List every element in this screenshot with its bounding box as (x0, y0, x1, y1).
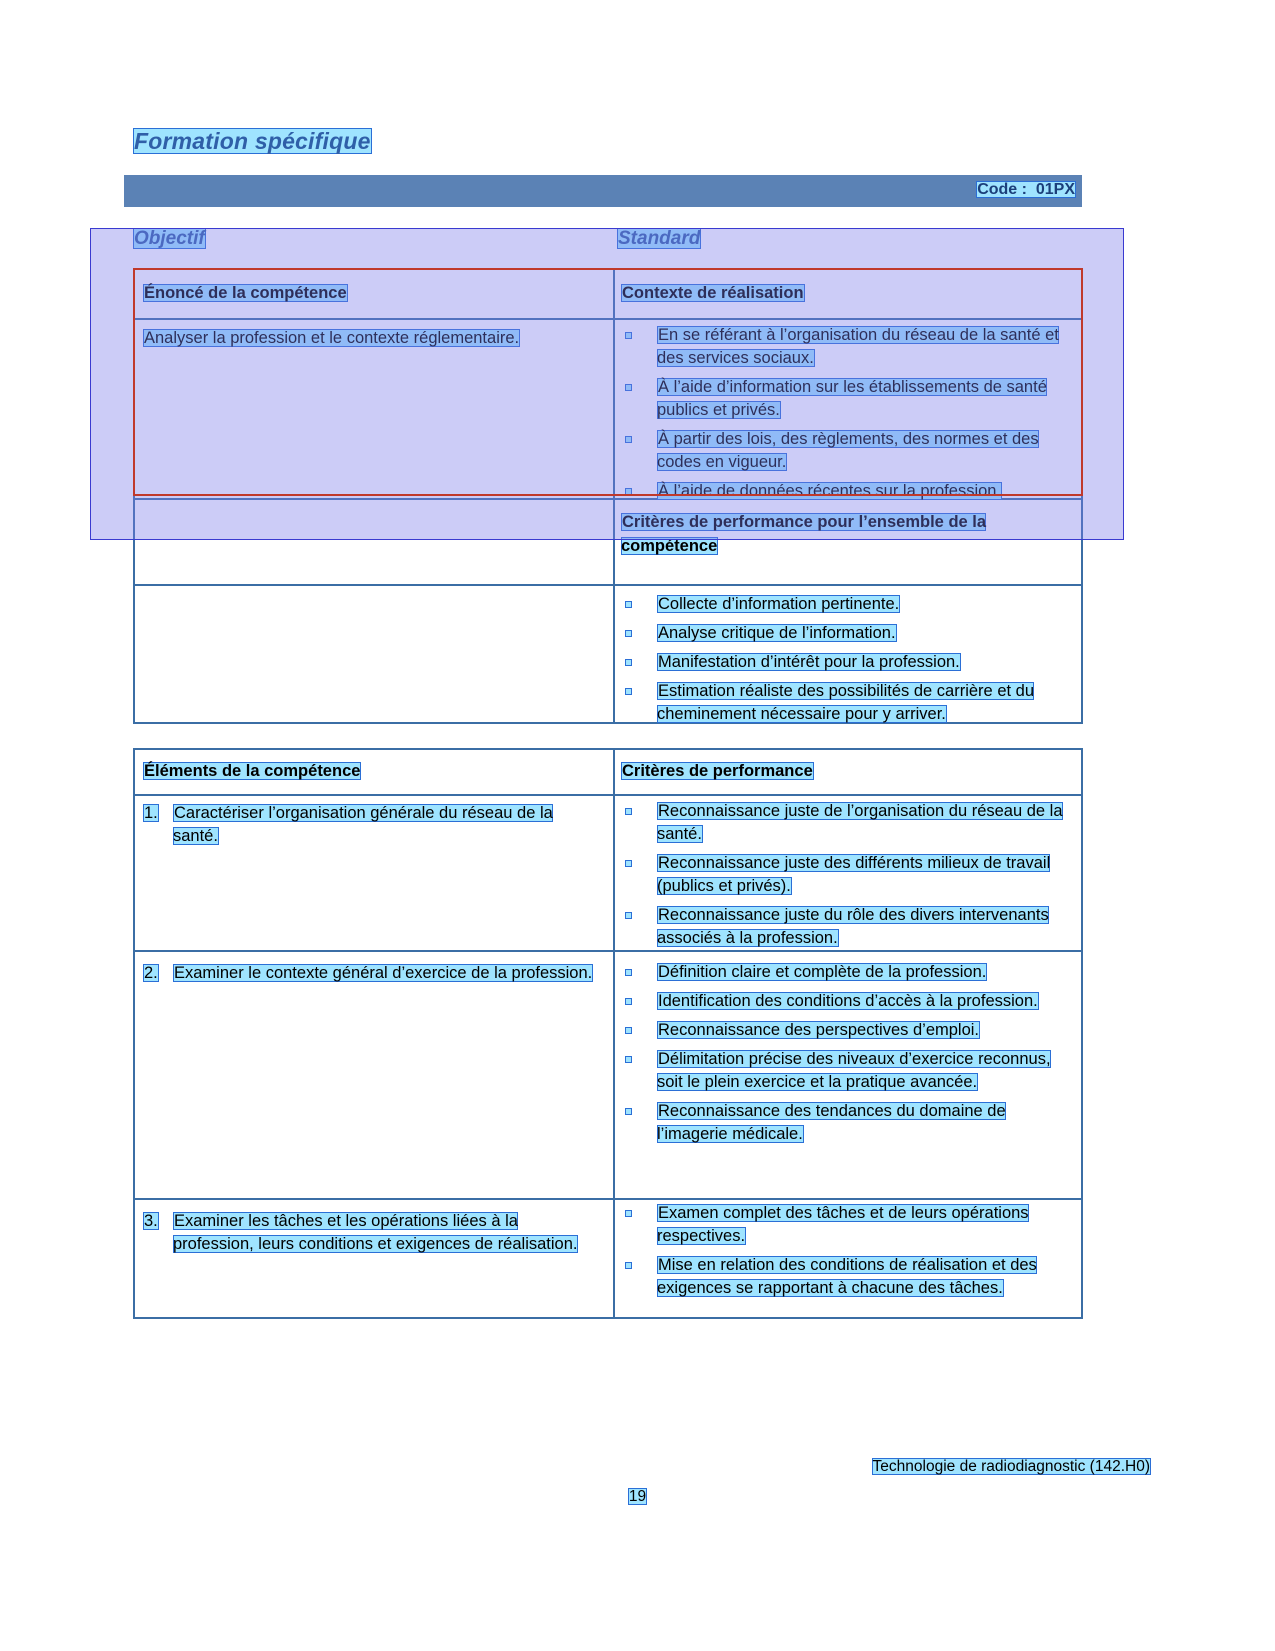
header-enonce: Énoncé de la compétence (144, 284, 347, 302)
enonce-text: Analyser la profession et le contexte réglementaire. (144, 329, 520, 347)
list-item: Reconnaissance juste de l’organisation du réseau de la santé. (621, 800, 1076, 846)
bullet-icon (625, 1262, 632, 1269)
criteres-ensemble-items (621, 593, 1076, 726)
footer-program: Technologie de radiodiagnostic (142.H0) (872, 1458, 1150, 1475)
criteres-element-2 (621, 961, 1076, 1152)
list-item: Mise en relation des conditions de réalisation et des exigences se rapportant à chacune des tâches. (621, 1254, 1076, 1300)
list-item: Analyse critique de l’information. (621, 622, 1076, 645)
header-criteres-ensemble: Critères de performance pour l’ensemble de la compétence (621, 513, 987, 555)
element-text: 3. Examiner les tâches et les opérations liées à la profession, leurs conditions et exigences de réalisation. (144, 1212, 578, 1253)
list-item: Manifestation d’intérêt pour la profession. (621, 651, 1076, 674)
element-2 (143, 962, 603, 985)
criteres-ensemble-list (621, 593, 1076, 732)
list-item: À partir des lois, des règlements, des normes et des codes en vigueur. (621, 428, 1076, 474)
element-3 (143, 1210, 603, 1256)
bullet-icon (625, 688, 632, 695)
bullet-icon (625, 659, 632, 666)
header-elements: Éléments de la compétence (144, 762, 361, 780)
row-separator (135, 1198, 1081, 1200)
bullet-icon (625, 1056, 632, 1063)
header-contexte: Contexte de réalisation (622, 284, 804, 302)
table-elements-criteres (133, 748, 1083, 1319)
bullet-icon (625, 601, 632, 608)
page-title-text: Formation spécifique (134, 128, 371, 154)
bullet-icon (625, 630, 632, 637)
row-separator (135, 794, 1081, 796)
list-item: Délimitation précise des niveaux d’exercice reconnus, soit le plein exercice et la pratique avancée. (621, 1048, 1076, 1094)
element-text: 1. Caractériser l’organisation générale du réseau de la santé. (144, 804, 553, 845)
criteres-element-3 (621, 1202, 1076, 1306)
list-item: Définition claire et complète de la profession. (621, 961, 1076, 984)
code-label: Code : (977, 181, 1027, 198)
page-title (133, 128, 372, 155)
list-item: À l’aide d’information sur les établissements de santé publics et privés. (621, 376, 1076, 422)
list-item: À l’aide de données récentes sur la profession. (621, 480, 1076, 503)
element-text: 2. Examiner le contexte général d’exercice de la profession. (144, 964, 593, 982)
code-bar-content (976, 181, 1076, 199)
list-item: Reconnaissance des perspectives d’emploi. (621, 1019, 1076, 1042)
list-item: Identification des conditions d’accès à la profession. (621, 990, 1076, 1013)
bullet-icon (625, 998, 632, 1005)
element-1 (143, 802, 603, 848)
bullet-icon (625, 808, 632, 815)
highlight-box (133, 268, 1083, 496)
list-item: Examen complet des tâches et de leurs opérations respectives. (621, 1202, 1076, 1248)
header-criteres: Critères de performance (622, 762, 813, 780)
column-separator (613, 750, 615, 1317)
list-item: Reconnaissance juste des différents milieux de travail (publics et privés). (621, 852, 1076, 898)
bullet-icon (625, 1027, 632, 1034)
bullet-icon (625, 1210, 632, 1217)
code-bar (124, 175, 1082, 207)
list-item: Collecte d’information pertinente. (621, 593, 1076, 616)
row-separator (135, 584, 1081, 586)
code-value: 01PX (1035, 181, 1075, 198)
column-header-objectif: Objectif (134, 228, 205, 249)
list-item: Reconnaissance juste du rôle des divers intervenants associés à la profession. (621, 904, 1076, 950)
list-item: Estimation réaliste des possibilités de carrière et du cheminement nécessaire pour y arriver. (621, 680, 1076, 726)
column-header-standard: Standard (618, 228, 701, 249)
list-item: En se référant à l’organisation du réseau de la santé et des services sociaux. (621, 324, 1076, 370)
criteres-element-1 (621, 800, 1076, 956)
bullet-icon (625, 860, 632, 867)
objectif-standard-row (133, 228, 1083, 256)
bullet-icon (625, 1108, 632, 1115)
bullet-icon (625, 912, 632, 919)
footer-page-number: 19 (628, 1488, 647, 1505)
bullet-icon (625, 969, 632, 976)
list-item: Reconnaissance des tendances du domaine de l’imagerie médicale. (621, 1100, 1076, 1146)
